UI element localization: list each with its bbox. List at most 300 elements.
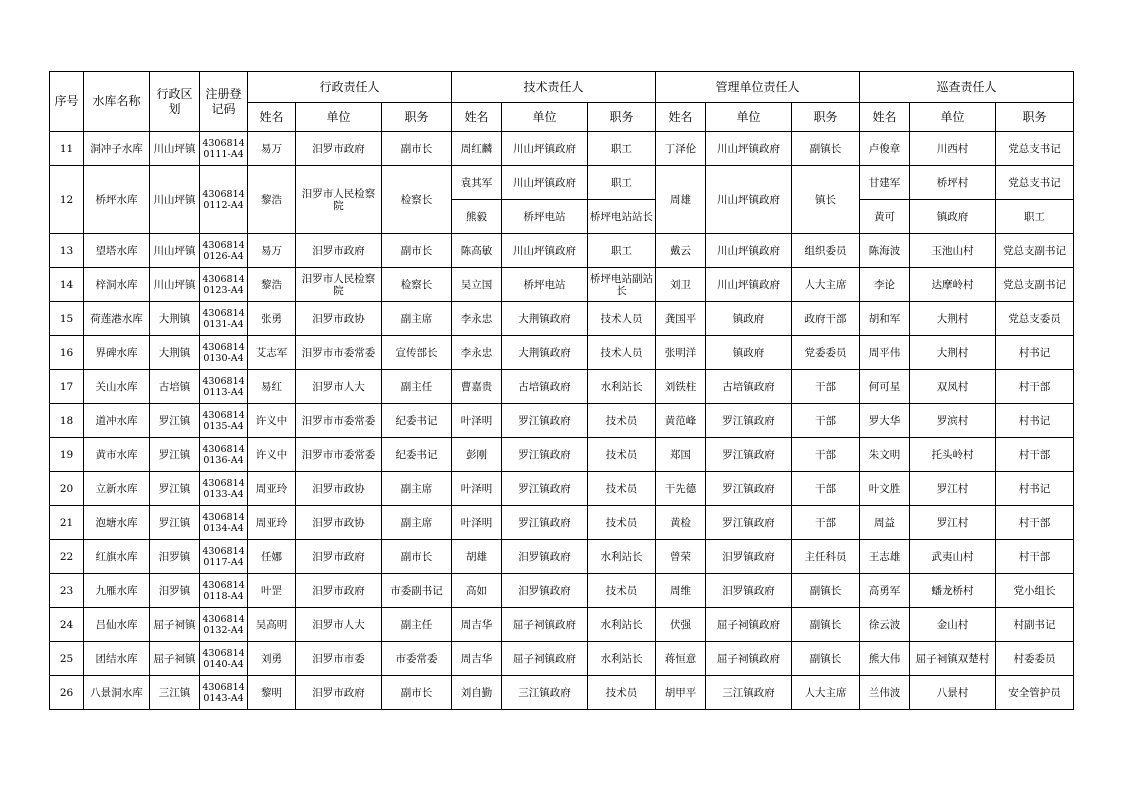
pat-name-cell: 周益	[860, 506, 910, 540]
mgr-name-cell: 黄检	[656, 506, 706, 540]
seq-cell: 14	[50, 268, 84, 302]
tech-name-cell: 李永忠	[452, 336, 502, 370]
header-region: 行政区划	[150, 72, 200, 132]
pat-unit-cell: 大荆村	[910, 302, 996, 336]
header-adm-name: 姓名	[248, 103, 296, 132]
adm-position-cell: 市委副书记	[382, 574, 452, 608]
adm-unit-cell: 汨罗市市委	[296, 642, 382, 676]
mgr-unit-cell: 古培镇政府	[706, 370, 792, 404]
header-mgr-unit: 单位	[706, 103, 792, 132]
adm-name-cell: 黎浩	[248, 268, 296, 302]
tech-unit-cell: 屈子祠镇政府	[502, 608, 588, 642]
region-cell: 罗江镇	[150, 404, 200, 438]
adm-unit-cell: 汨罗市人大	[296, 608, 382, 642]
seq-cell: 22	[50, 540, 84, 574]
tech-name-cell: 周红麟	[452, 132, 502, 166]
reservoir-name-cell: 道冲水库	[84, 404, 150, 438]
adm-position-cell: 副主任	[382, 608, 452, 642]
pat-unit-cell: 武夷山村	[910, 540, 996, 574]
pat-position-cell: 村干部	[996, 370, 1074, 404]
tech-name-cell: 陈高敏	[452, 234, 502, 268]
pat-unit-cell: 镇政府	[910, 200, 996, 234]
region-cell: 川山坪镇	[150, 268, 200, 302]
region-cell: 汨罗镇	[150, 574, 200, 608]
pat-unit-cell: 罗江村	[910, 506, 996, 540]
mgr-name-cell: 周雄	[656, 166, 706, 234]
header-group-technical: 技术责任人	[452, 72, 656, 103]
adm-name-cell: 张勇	[248, 302, 296, 336]
tech-position-cell: 技术员	[588, 438, 656, 472]
region-cell: 汨罗镇	[150, 540, 200, 574]
adm-name-cell: 叶罡	[248, 574, 296, 608]
pat-name-cell: 甘建军	[860, 166, 910, 200]
pat-unit-cell: 达摩岭村	[910, 268, 996, 302]
mgr-name-cell: 黄范峰	[656, 404, 706, 438]
mgr-name-cell: 龚国平	[656, 302, 706, 336]
mgr-name-cell: 戴云	[656, 234, 706, 268]
header-group-administrative: 行政责任人	[248, 72, 452, 103]
header-mgr-name: 姓名	[656, 103, 706, 132]
mgr-name-cell: 胡甲平	[656, 676, 706, 710]
adm-unit-cell: 汨罗市市委常委	[296, 404, 382, 438]
adm-name-cell: 周亚玲	[248, 472, 296, 506]
pat-unit-cell: 托头岭村	[910, 438, 996, 472]
registration-code-cell: 43068140134-A4	[200, 506, 248, 540]
tech-unit-cell: 大荆镇政府	[502, 336, 588, 370]
pat-position-cell: 党总支书记	[996, 166, 1074, 200]
adm-name-cell: 黎明	[248, 676, 296, 710]
pat-position-cell: 村委委员	[996, 642, 1074, 676]
adm-name-cell: 许义中	[248, 404, 296, 438]
mgr-unit-cell: 罗江镇政府	[706, 438, 792, 472]
region-cell: 三江镇	[150, 676, 200, 710]
adm-position-cell: 副主任	[382, 370, 452, 404]
tech-position-cell: 桥坪电站副站长	[588, 268, 656, 302]
registration-code-cell: 43068140123-A4	[200, 268, 248, 302]
pat-position-cell: 党总支副书记	[996, 268, 1074, 302]
seq-cell: 15	[50, 302, 84, 336]
pat-name-cell: 何可星	[860, 370, 910, 404]
adm-unit-cell: 汨罗市政府	[296, 540, 382, 574]
registration-code-cell: 43068140140-A4	[200, 642, 248, 676]
pat-position-cell: 职工	[996, 200, 1074, 234]
table-row	[50, 574, 1074, 608]
pat-position-cell: 村干部	[996, 540, 1074, 574]
mgr-name-cell: 曾荣	[656, 540, 706, 574]
pat-name-cell: 陈海波	[860, 234, 910, 268]
adm-unit-cell: 汨罗市政府	[296, 574, 382, 608]
mgr-unit-cell: 罗江镇政府	[706, 472, 792, 506]
registration-code-cell: 43068140113-A4	[200, 370, 248, 404]
mgr-unit-cell: 罗江镇政府	[706, 506, 792, 540]
tech-unit-cell: 古培镇政府	[502, 370, 588, 404]
tech-position-cell: 桥坪电站站长	[588, 200, 656, 234]
tech-name-cell: 曹嘉贵	[452, 370, 502, 404]
mgr-name-cell: 丁泽伦	[656, 132, 706, 166]
tech-name-cell: 吴立国	[452, 268, 502, 302]
pat-name-cell: 叶文胜	[860, 472, 910, 506]
reservoir-name-cell: 黄市水库	[84, 438, 150, 472]
table-row	[50, 302, 1074, 336]
pat-position-cell: 党总支副书记	[996, 234, 1074, 268]
adm-unit-cell: 汨罗市政协	[296, 302, 382, 336]
pat-unit-cell: 金山村	[910, 608, 996, 642]
tech-unit-cell: 川山坪镇政府	[502, 166, 588, 200]
tech-unit-cell: 三江镇政府	[502, 676, 588, 710]
adm-position-cell: 副市长	[382, 234, 452, 268]
pat-position-cell: 村干部	[996, 438, 1074, 472]
mgr-unit-cell: 镇政府	[706, 336, 792, 370]
mgr-position-cell: 副镇长	[792, 642, 860, 676]
header-pat-unit: 单位	[910, 103, 996, 132]
pat-position-cell: 党小组长	[996, 574, 1074, 608]
adm-unit-cell: 汨罗市政协	[296, 472, 382, 506]
pat-name-cell: 卢俊章	[860, 132, 910, 166]
seq-cell: 23	[50, 574, 84, 608]
table-row	[50, 472, 1074, 506]
tech-position-cell: 技术员	[588, 472, 656, 506]
header-seq: 序号	[50, 72, 84, 132]
region-cell: 川山坪镇	[150, 234, 200, 268]
mgr-unit-cell: 三江镇政府	[706, 676, 792, 710]
pat-unit-cell: 玉池山村	[910, 234, 996, 268]
mgr-position-cell: 干部	[792, 370, 860, 404]
mgr-name-cell: 刘铁柱	[656, 370, 706, 404]
table-row	[50, 234, 1074, 268]
seq-cell: 21	[50, 506, 84, 540]
tech-position-cell: 水利站长	[588, 370, 656, 404]
reservoir-name-cell: 红旗水库	[84, 540, 150, 574]
mgr-unit-cell: 屈子祠镇政府	[706, 608, 792, 642]
tech-unit-cell: 桥坪电站	[502, 200, 588, 234]
adm-name-cell: 吴高明	[248, 608, 296, 642]
table-row	[50, 608, 1074, 642]
pat-position-cell: 党总支委员	[996, 302, 1074, 336]
mgr-position-cell: 干部	[792, 438, 860, 472]
tech-position-cell: 水利站长	[588, 608, 656, 642]
adm-position-cell: 检察长	[382, 166, 452, 234]
mgr-unit-cell: 川山坪镇政府	[706, 268, 792, 302]
adm-position-cell: 纪委书记	[382, 438, 452, 472]
tech-name-cell: 熊毅	[452, 200, 502, 234]
mgr-position-cell: 干部	[792, 472, 860, 506]
adm-name-cell: 刘勇	[248, 642, 296, 676]
adm-unit-cell: 汨罗市人大	[296, 370, 382, 404]
region-cell: 屈子祠镇	[150, 642, 200, 676]
pat-unit-cell: 大荆村	[910, 336, 996, 370]
mgr-position-cell: 党委委员	[792, 336, 860, 370]
tech-unit-cell: 罗江镇政府	[502, 472, 588, 506]
mgr-name-cell: 伏强	[656, 608, 706, 642]
pat-unit-cell: 八景村	[910, 676, 996, 710]
tech-unit-cell: 罗江镇政府	[502, 506, 588, 540]
header-adm-unit: 单位	[296, 103, 382, 132]
registration-code-cell: 43068140133-A4	[200, 472, 248, 506]
adm-name-cell: 周亚玲	[248, 506, 296, 540]
reservoir-name-cell: 荷莲港水库	[84, 302, 150, 336]
mgr-unit-cell: 屈子祠镇政府	[706, 642, 792, 676]
pat-unit-cell: 双凤村	[910, 370, 996, 404]
header-pat-name: 姓名	[860, 103, 910, 132]
reservoir-name-cell: 八景洞水库	[84, 676, 150, 710]
registration-code-cell: 43068140136-A4	[200, 438, 248, 472]
table-row	[50, 404, 1074, 438]
tech-name-cell: 刘自勤	[452, 676, 502, 710]
tech-position-cell: 水利站长	[588, 540, 656, 574]
header-reservoir-name: 水库名称	[84, 72, 150, 132]
adm-name-cell: 任娜	[248, 540, 296, 574]
tech-position-cell: 职工	[588, 166, 656, 200]
pat-name-cell: 黄可	[860, 200, 910, 234]
mgr-unit-cell: 罗江镇政府	[706, 404, 792, 438]
adm-unit-cell: 汨罗市市委常委	[296, 336, 382, 370]
adm-name-cell: 黎浩	[248, 166, 296, 234]
mgr-unit-cell: 川山坪镇政府	[706, 166, 792, 234]
tech-name-cell: 叶泽明	[452, 404, 502, 438]
header-mgr-position: 职务	[792, 103, 860, 132]
tech-name-cell: 高如	[452, 574, 502, 608]
tech-unit-cell: 罗江镇政府	[502, 438, 588, 472]
table-row	[50, 336, 1074, 370]
reservoir-name-cell: 吕仙水库	[84, 608, 150, 642]
seq-cell: 20	[50, 472, 84, 506]
tech-name-cell: 叶泽明	[452, 472, 502, 506]
pat-position-cell: 村书记	[996, 472, 1074, 506]
tech-position-cell: 技术员	[588, 676, 656, 710]
pat-unit-cell: 罗江村	[910, 472, 996, 506]
registration-code-cell: 43068140131-A4	[200, 302, 248, 336]
mgr-position-cell: 组织委员	[792, 234, 860, 268]
adm-position-cell: 副市长	[382, 540, 452, 574]
region-cell: 大荆镇	[150, 302, 200, 336]
pat-position-cell: 村副书记	[996, 608, 1074, 642]
responsibility-table	[49, 71, 1074, 710]
registration-code-cell: 43068140118-A4	[200, 574, 248, 608]
tech-position-cell: 技术员	[588, 506, 656, 540]
adm-unit-cell: 汨罗市人民检察院	[296, 166, 382, 234]
mgr-position-cell: 镇长	[792, 166, 860, 234]
table-row	[50, 676, 1074, 710]
adm-position-cell: 检察长	[382, 268, 452, 302]
pat-unit-cell: 川西村	[910, 132, 996, 166]
reservoir-name-cell: 梓洞水库	[84, 268, 150, 302]
region-cell: 罗江镇	[150, 438, 200, 472]
reservoir-responsibility-table	[49, 71, 1073, 710]
mgr-position-cell: 人大主席	[792, 268, 860, 302]
tech-name-cell: 袁其军	[452, 166, 502, 200]
reservoir-name-cell: 关山水库	[84, 370, 150, 404]
registration-code-cell: 43068140130-A4	[200, 336, 248, 370]
header-tech-position: 职务	[588, 103, 656, 132]
tech-unit-cell: 罗江镇政府	[502, 404, 588, 438]
tech-unit-cell: 屈子祠镇政府	[502, 642, 588, 676]
registration-code-cell: 43068140126-A4	[200, 234, 248, 268]
tech-unit-cell: 大荆镇政府	[502, 302, 588, 336]
adm-unit-cell: 汨罗市市委常委	[296, 438, 382, 472]
adm-position-cell: 市委常委	[382, 642, 452, 676]
tech-unit-cell: 川山坪镇政府	[502, 132, 588, 166]
mgr-unit-cell: 川山坪镇政府	[706, 234, 792, 268]
header-pat-position: 职务	[996, 103, 1074, 132]
table-row	[50, 506, 1074, 540]
seq-cell: 13	[50, 234, 84, 268]
pat-position-cell: 村书记	[996, 404, 1074, 438]
tech-position-cell: 职工	[588, 132, 656, 166]
mgr-name-cell: 干先德	[656, 472, 706, 506]
tech-name-cell: 叶泽明	[452, 506, 502, 540]
reservoir-name-cell: 九雁水库	[84, 574, 150, 608]
reservoir-name-cell: 桥坪水库	[84, 166, 150, 234]
pat-name-cell: 周平伟	[860, 336, 910, 370]
seq-cell: 11	[50, 132, 84, 166]
mgr-position-cell: 主任科员	[792, 540, 860, 574]
tech-name-cell: 彭刚	[452, 438, 502, 472]
pat-name-cell: 熊大伟	[860, 642, 910, 676]
reservoir-name-cell: 洞冲子水库	[84, 132, 150, 166]
table-row	[50, 642, 1074, 676]
tech-unit-cell: 汨罗镇政府	[502, 540, 588, 574]
reservoir-name-cell: 泡塘水库	[84, 506, 150, 540]
adm-position-cell: 纪委书记	[382, 404, 452, 438]
pat-name-cell: 罗大华	[860, 404, 910, 438]
pat-position-cell: 村干部	[996, 506, 1074, 540]
seq-cell: 12	[50, 166, 84, 234]
table-row	[50, 540, 1074, 574]
pat-name-cell: 胡和军	[860, 302, 910, 336]
registration-code-cell: 43068140111-A4	[200, 132, 248, 166]
pat-unit-cell: 桥坪村	[910, 166, 996, 200]
pat-position-cell: 村书记	[996, 336, 1074, 370]
pat-unit-cell: 屈子祠镇双楚村	[910, 642, 996, 676]
header-group-management: 管理单位责任人	[656, 72, 860, 103]
region-cell: 屈子祠镇	[150, 608, 200, 642]
seq-cell: 18	[50, 404, 84, 438]
registration-code-cell: 43068140112-A4	[200, 166, 248, 234]
seq-cell: 17	[50, 370, 84, 404]
pat-name-cell: 朱文明	[860, 438, 910, 472]
pat-unit-cell: 蟠龙桥村	[910, 574, 996, 608]
tech-name-cell: 周吉华	[452, 642, 502, 676]
mgr-position-cell: 副镇长	[792, 132, 860, 166]
pat-unit-cell: 罗滨村	[910, 404, 996, 438]
table-row	[50, 166, 1074, 200]
table-row	[50, 132, 1074, 166]
registration-code-cell: 43068140117-A4	[200, 540, 248, 574]
adm-name-cell: 易红	[248, 370, 296, 404]
pat-name-cell: 兰伟波	[860, 676, 910, 710]
adm-position-cell: 副市长	[382, 676, 452, 710]
mgr-unit-cell: 汨罗镇政府	[706, 540, 792, 574]
adm-position-cell: 副主席	[382, 472, 452, 506]
tech-position-cell: 技术员	[588, 574, 656, 608]
table-row	[50, 268, 1074, 302]
mgr-position-cell: 副镇长	[792, 574, 860, 608]
tech-position-cell: 职工	[588, 234, 656, 268]
pat-name-cell: 徐云波	[860, 608, 910, 642]
registration-code-cell: 43068140132-A4	[200, 608, 248, 642]
tech-unit-cell: 川山坪镇政府	[502, 234, 588, 268]
header-tech-name: 姓名	[452, 103, 502, 132]
header-tech-unit: 单位	[502, 103, 588, 132]
region-cell: 大荆镇	[150, 336, 200, 370]
pat-name-cell: 高勇军	[860, 574, 910, 608]
mgr-position-cell: 人大主席	[792, 676, 860, 710]
registration-code-cell: 43068140143-A4	[200, 676, 248, 710]
region-cell: 罗江镇	[150, 506, 200, 540]
tech-name-cell: 李永忠	[452, 302, 502, 336]
pat-position-cell: 党总支书记	[996, 132, 1074, 166]
reservoir-name-cell: 望塔水库	[84, 234, 150, 268]
table-row	[50, 370, 1074, 404]
adm-position-cell: 副主席	[382, 506, 452, 540]
mgr-unit-cell: 汨罗镇政府	[706, 574, 792, 608]
adm-position-cell: 副市长	[382, 132, 452, 166]
mgr-position-cell: 干部	[792, 506, 860, 540]
mgr-position-cell: 干部	[792, 404, 860, 438]
mgr-unit-cell: 川山坪镇政府	[706, 132, 792, 166]
seq-cell: 25	[50, 642, 84, 676]
tech-position-cell: 技术人员	[588, 302, 656, 336]
region-cell: 川山坪镇	[150, 166, 200, 234]
reservoir-name-cell: 界碑水库	[84, 336, 150, 370]
mgr-name-cell: 刘卫	[656, 268, 706, 302]
reservoir-name-cell: 立新水库	[84, 472, 150, 506]
tech-position-cell: 技术人员	[588, 336, 656, 370]
table-body	[50, 132, 1074, 710]
adm-unit-cell: 汨罗市政府	[296, 234, 382, 268]
pat-position-cell: 安全管护员	[996, 676, 1074, 710]
header-registration-code: 注册登记码	[200, 72, 248, 132]
header-group-patrol: 巡查责任人	[860, 72, 1074, 103]
adm-position-cell: 副主席	[382, 302, 452, 336]
adm-unit-cell: 汨罗市政协	[296, 506, 382, 540]
region-cell: 川山坪镇	[150, 132, 200, 166]
region-cell: 古培镇	[150, 370, 200, 404]
tech-name-cell: 周吉华	[452, 608, 502, 642]
seq-cell: 19	[50, 438, 84, 472]
tech-position-cell: 技术员	[588, 404, 656, 438]
adm-name-cell: 易万	[248, 132, 296, 166]
mgr-name-cell: 周维	[656, 574, 706, 608]
region-cell: 罗江镇	[150, 472, 200, 506]
reservoir-name-cell: 团结水库	[84, 642, 150, 676]
tech-unit-cell: 桥坪电站	[502, 268, 588, 302]
mgr-name-cell: 郑国	[656, 438, 706, 472]
seq-cell: 24	[50, 608, 84, 642]
tech-position-cell: 水利站长	[588, 642, 656, 676]
tech-unit-cell: 汨罗镇政府	[502, 574, 588, 608]
pat-name-cell: 李论	[860, 268, 910, 302]
mgr-position-cell: 政府干部	[792, 302, 860, 336]
adm-position-cell: 宣传部长	[382, 336, 452, 370]
adm-name-cell: 许义中	[248, 438, 296, 472]
seq-cell: 16	[50, 336, 84, 370]
tech-name-cell: 胡雄	[452, 540, 502, 574]
adm-unit-cell: 汨罗市政府	[296, 676, 382, 710]
mgr-name-cell: 蒋恒意	[656, 642, 706, 676]
pat-name-cell: 王志雄	[860, 540, 910, 574]
mgr-unit-cell: 镇政府	[706, 302, 792, 336]
adm-name-cell: 艾志军	[248, 336, 296, 370]
adm-unit-cell: 汨罗市人民检察院	[296, 268, 382, 302]
seq-cell: 26	[50, 676, 84, 710]
mgr-name-cell: 张明洋	[656, 336, 706, 370]
table-row	[50, 438, 1074, 472]
header-adm-position: 职务	[382, 103, 452, 132]
adm-unit-cell: 汨罗市政府	[296, 132, 382, 166]
registration-code-cell: 43068140135-A4	[200, 404, 248, 438]
mgr-position-cell: 副镇长	[792, 608, 860, 642]
